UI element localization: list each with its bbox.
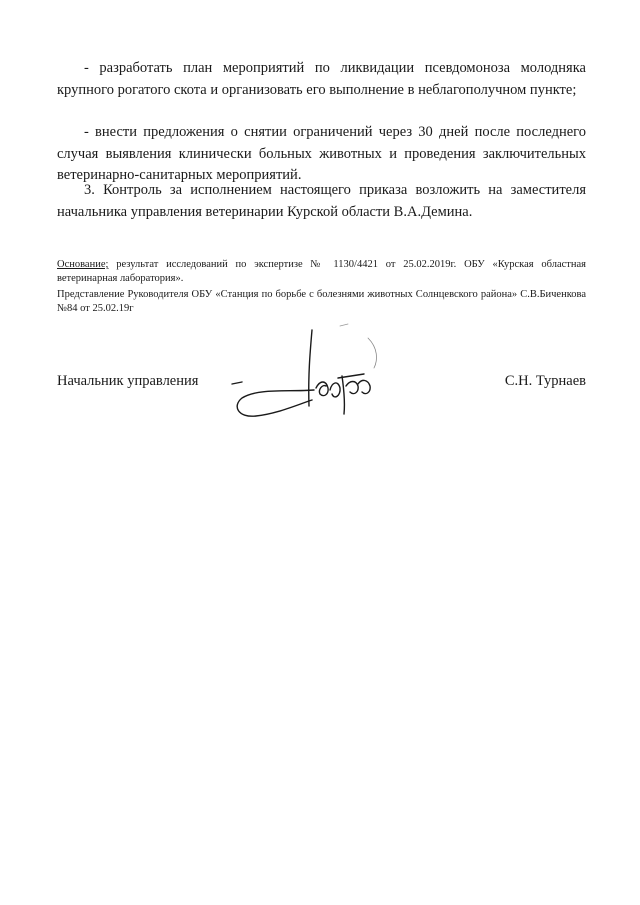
paragraph-proposals: - внести предложения о снятии ограничений через 30 дней после последнего случая выявления клинически больных животных и проведения заключительных ветеринарно-санитарных мероприятий. <box>57 124 586 183</box>
basis-label: Основание; <box>57 259 109 270</box>
signer-title: Начальник управления <box>57 373 199 389</box>
basis-note <box>57 258 586 286</box>
paragraph-control: 3. Контроль за исполнением настоящего приказа возложить на заместителя начальника управления ветеринарии Курской области В.А.Демина. <box>57 182 586 220</box>
basis-text-1: результат исследований по экспертизе № 1130/4421 от 25.02.2019г. ОБУ «Курская областная ветеринарная лаборатория». <box>57 259 586 284</box>
basis-note-2: Представление Руководителя ОБУ «Станция по борьбе с болезнями животных Солнцевского района» С.В.Биченкова №84 от 25.02.19г <box>57 289 586 314</box>
paragraph-plan: - разработать план мероприятий по ликвидации псевдомоноза молодняка крупного рогатого скота и организовать его выполнение в неблагополучном пункте; <box>57 60 586 98</box>
signer-name: С.Н. Турнаев <box>504 373 586 389</box>
handwritten-signature <box>228 318 388 428</box>
